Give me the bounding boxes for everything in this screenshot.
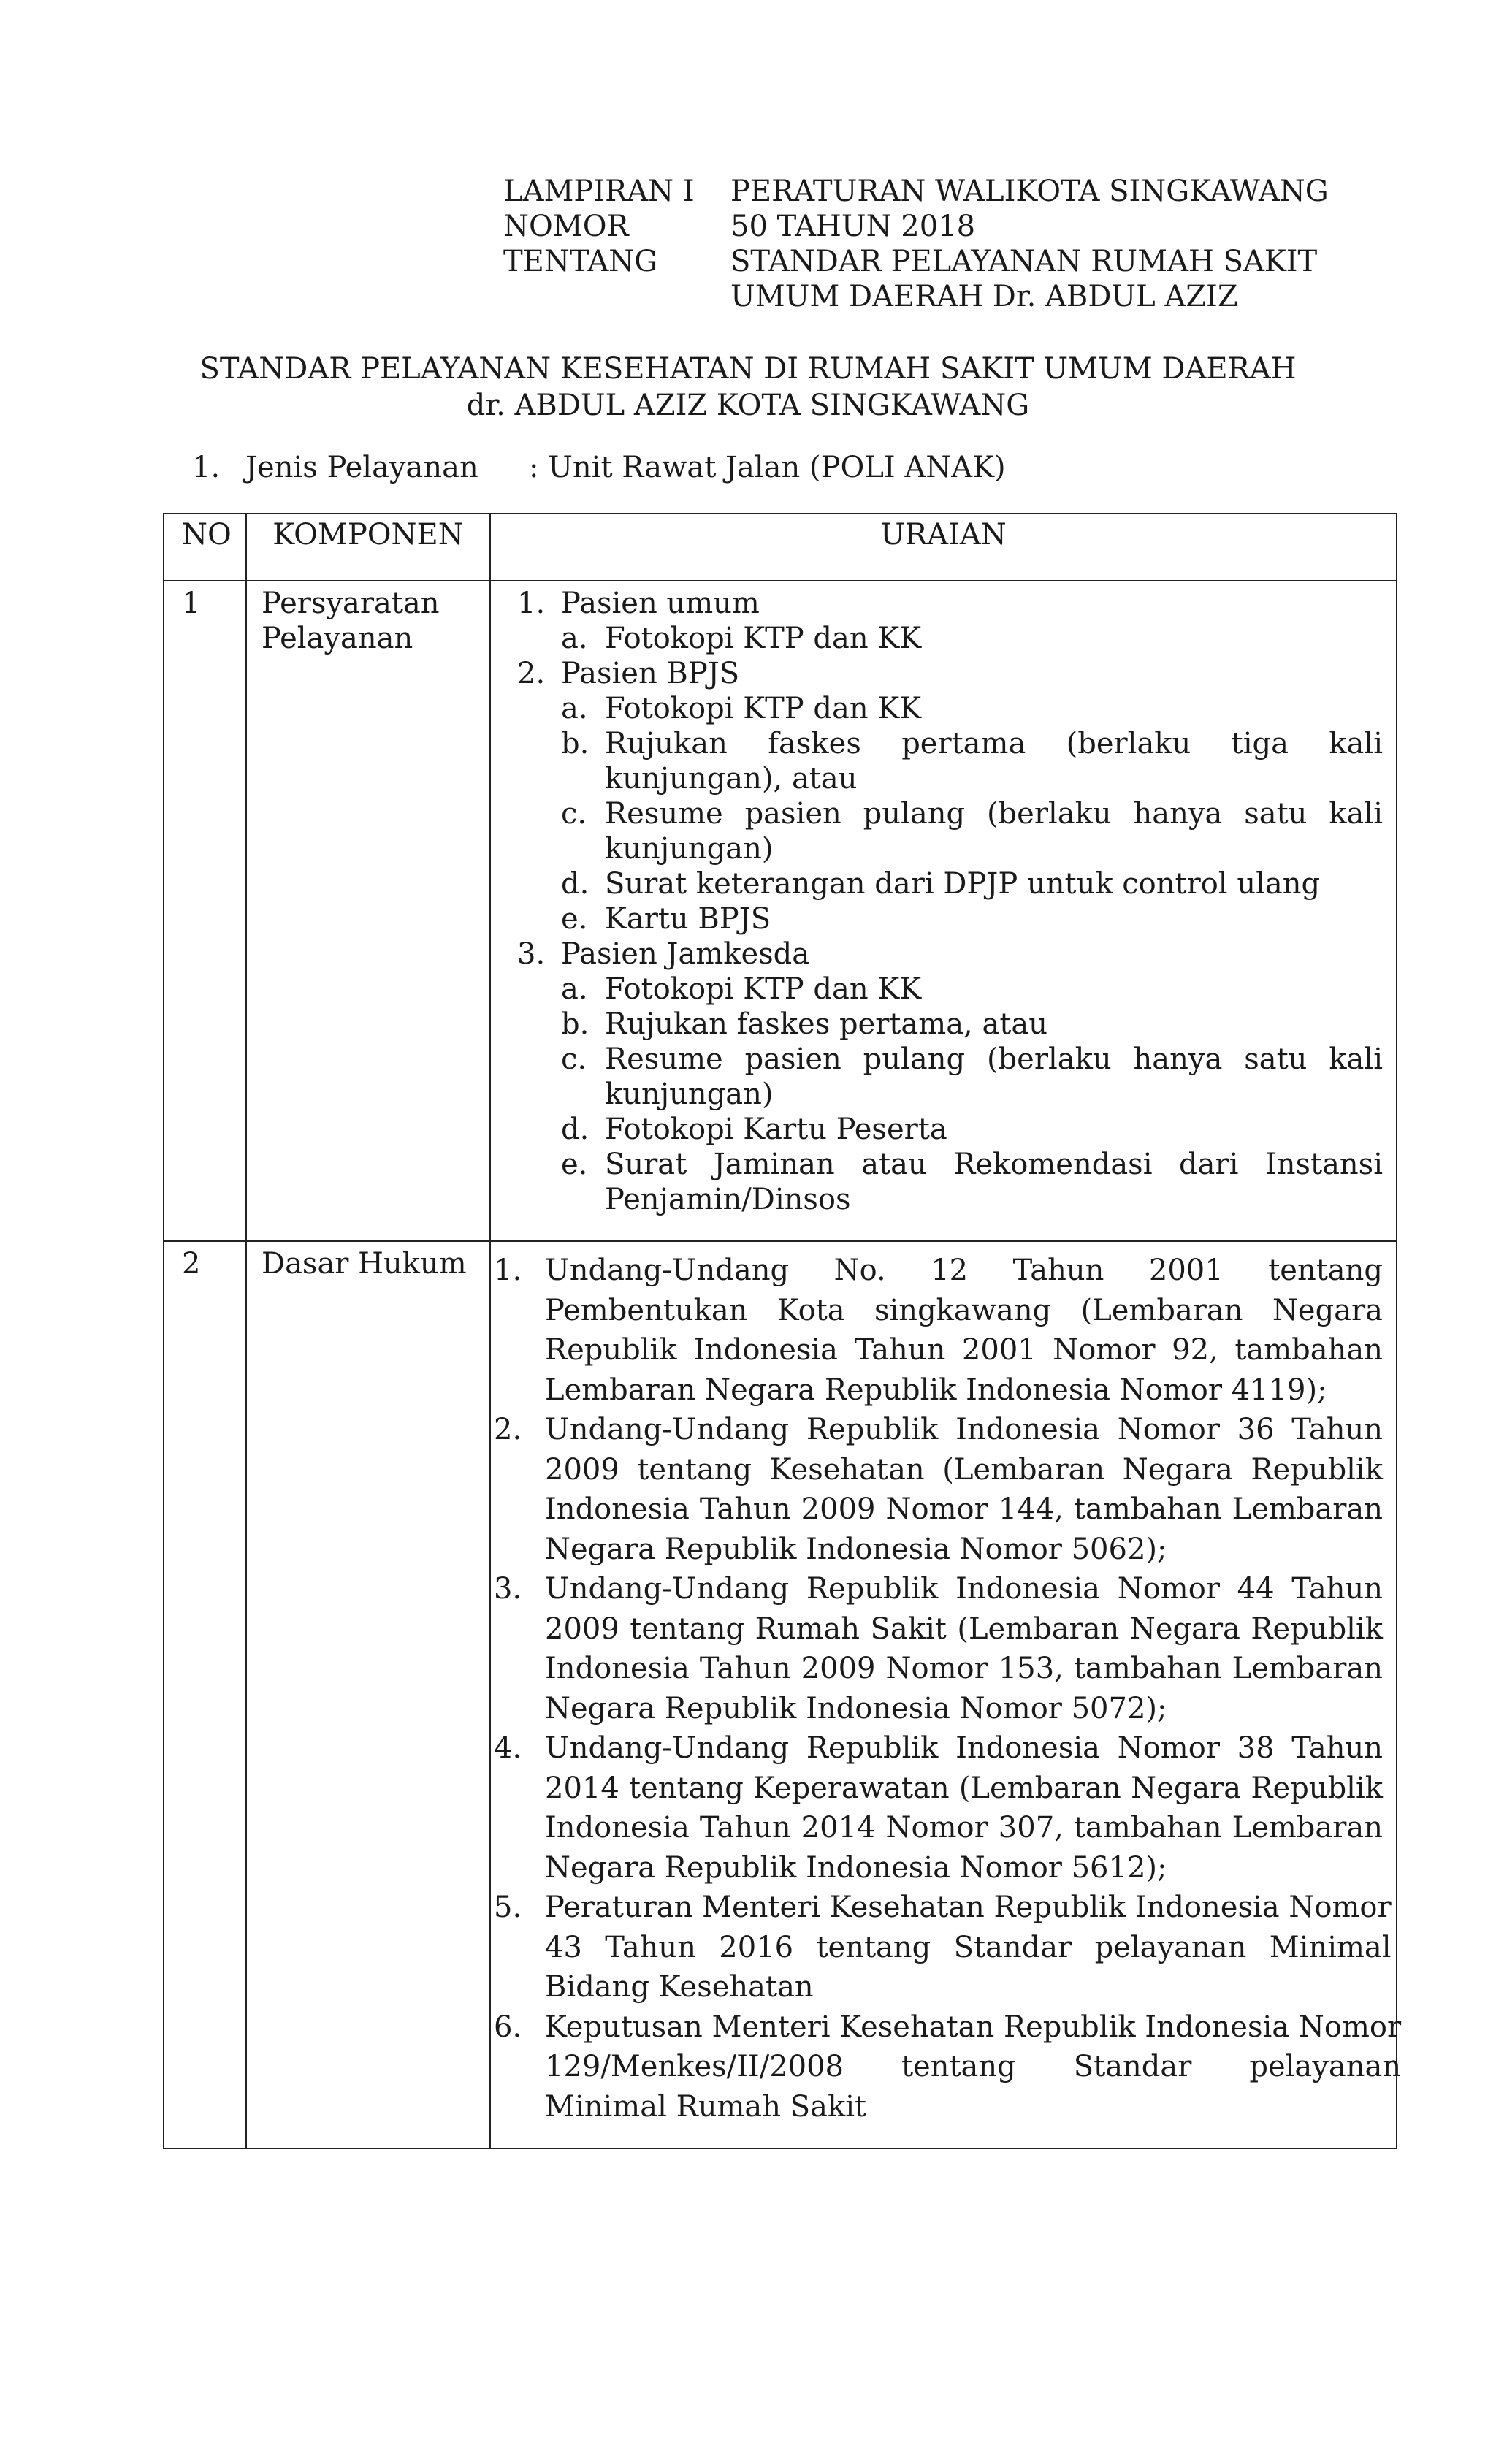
header-label: TENTANG bbox=[503, 245, 658, 278]
list-subitem bbox=[517, 1042, 1383, 1112]
list-subitem bbox=[517, 901, 1383, 937]
subitem-text: Resume pasien pulang (berlaku hanya satu kali kunjungan) bbox=[605, 1042, 1383, 1111]
header-row bbox=[503, 244, 1329, 279]
text-line: Republik Indonesia Tahun 2001 Nomor 92, tambahan bbox=[545, 1333, 1383, 1367]
item-text bbox=[545, 1251, 1383, 1410]
subitem-text: Fotokopi KTP dan KK bbox=[605, 692, 922, 725]
row-component: Dasar Hukum bbox=[246, 1241, 490, 2148]
list-item bbox=[517, 586, 1383, 621]
item-number: 2. bbox=[494, 1413, 522, 1446]
header-label: NOMOR bbox=[503, 210, 629, 243]
header-uraian: URAIAN bbox=[490, 514, 1397, 581]
list-subitem bbox=[517, 691, 1383, 726]
subitem-text: Kartu BPJS bbox=[605, 902, 771, 936]
item-number: 6. bbox=[494, 2010, 522, 2044]
row-component bbox=[246, 581, 490, 1241]
subitem-letter: b. bbox=[561, 727, 589, 760]
header-label: LAMPIRAN I bbox=[503, 175, 695, 208]
row-number: 1 bbox=[164, 581, 246, 1241]
list-subitem bbox=[517, 1112, 1383, 1147]
table-row bbox=[164, 1241, 1397, 2148]
header-komponen: KOMPONEN bbox=[246, 514, 490, 581]
list-item bbox=[494, 1569, 1383, 1728]
subitem-letter: a. bbox=[561, 972, 588, 1006]
text-line: Undang-Undang Republik Indonesia Nomor 36 Tahun bbox=[545, 1413, 1383, 1446]
header-row bbox=[503, 279, 1329, 314]
subitem-text: Fotokopi KTP dan KK bbox=[605, 972, 922, 1006]
list-subitem bbox=[517, 1007, 1383, 1042]
item-text bbox=[545, 2007, 1401, 2127]
text-line: Undang-Undang Republik Indonesia Nomor 44 Tahun bbox=[545, 1572, 1383, 1606]
item-number: 5. bbox=[494, 1891, 522, 1924]
subitem-letter: e. bbox=[561, 902, 588, 936]
header-row bbox=[503, 209, 1329, 244]
text-line: Indonesia Tahun 2009 Nomor 144, tambahan Lembaran bbox=[545, 1492, 1383, 1526]
subitem-text: Rujukan faskes pertama (berlaku tiga kali kunjungan), atau bbox=[605, 727, 1383, 796]
subitem-letter: a. bbox=[561, 692, 588, 725]
table-header-row bbox=[164, 514, 1397, 581]
subitem-letter: d. bbox=[561, 867, 589, 901]
item-text bbox=[545, 1888, 1392, 2007]
item-text: Pasien umum bbox=[561, 587, 760, 620]
table-row bbox=[164, 581, 1397, 1241]
text-line: Negara Republik Indonesia Nomor 5612); bbox=[545, 1850, 1167, 1885]
text-line: Indonesia Tahun 2009 Nomor 153, tambahan Lembaran bbox=[545, 1652, 1383, 1685]
attachment-header bbox=[503, 174, 1329, 314]
item-text bbox=[545, 1410, 1383, 1569]
text-line: Minimal Rumah Sakit bbox=[545, 2089, 867, 2124]
text-line: Pembentukan Kota singkawang (Lembaran Negara bbox=[545, 1293, 1383, 1327]
standards-table bbox=[163, 513, 1402, 2149]
text-line: Peraturan Menteri Kesehatan Republik Indonesia Nomor bbox=[545, 1891, 1392, 1924]
subitem-letter: b. bbox=[561, 1007, 589, 1041]
item-text bbox=[545, 1728, 1383, 1888]
text-line: Negara Republik Indonesia Nomor 5072); bbox=[545, 1691, 1167, 1725]
legal-basis-list bbox=[490, 1241, 1402, 2148]
item-number: 4. bbox=[494, 1731, 522, 1765]
item-number: 1. bbox=[517, 587, 546, 620]
header-value: STANDAR PELAYANAN RUMAH SAKIT bbox=[730, 245, 1318, 278]
service-value: : Unit Rawat Jalan (POLI ANAK) bbox=[529, 451, 1006, 484]
text-line: 2009 tentang Kesehatan (Lembaran Negara Republik bbox=[545, 1452, 1383, 1487]
subitem-text: Fotokopi Kartu Peserta bbox=[605, 1113, 947, 1146]
list-subitem bbox=[517, 972, 1383, 1007]
text-line: 2014 tentang Keperawatan (Lembaran Negara Republik bbox=[545, 1771, 1383, 1805]
list-item bbox=[494, 1728, 1383, 1888]
text-line: 129/Menkes/II/2008 tentang Standar pelayanan bbox=[545, 2050, 1402, 2083]
list-item bbox=[494, 2007, 1402, 2127]
list-subitem bbox=[517, 866, 1383, 901]
header-value: PERATURAN WALIKOTA SINGKAWANG bbox=[730, 175, 1329, 208]
subitem-letter: c. bbox=[561, 1042, 587, 1076]
item-number: 3. bbox=[494, 1572, 522, 1606]
service-label: Jenis Pelayanan bbox=[245, 451, 478, 484]
text-line: Bidang Kesehatan bbox=[545, 1970, 814, 2004]
component-line: Persyaratan bbox=[262, 587, 440, 620]
list-item bbox=[517, 656, 1383, 691]
subitem-text: Surat Jaminan atau Rekomendasi dari Instansi Penjamin/Dinsos bbox=[605, 1148, 1383, 1216]
document-title bbox=[0, 351, 1496, 424]
header-row bbox=[503, 174, 1329, 209]
subitem-letter: e. bbox=[561, 1148, 588, 1181]
component-line: Pelayanan bbox=[262, 622, 413, 655]
subitem-text: Surat keterangan dari DPJP untuk control ulang bbox=[605, 867, 1321, 901]
text-line: 43 Tahun 2016 tentang Standar pelayanan Minimal bbox=[545, 1930, 1392, 1964]
item-number: 3. bbox=[517, 937, 546, 971]
service-number: 1. bbox=[192, 451, 221, 484]
text-line: Negara Republik Indonesia Nomor 5062); bbox=[545, 1532, 1167, 1566]
text-line: Undang-Undang No. 12 Tahun 2001 tentang bbox=[545, 1254, 1383, 1287]
text-line: Lembaran Negara Republik Indonesia Nomor 4119); bbox=[545, 1373, 1327, 1407]
list-subitem bbox=[517, 796, 1383, 866]
item-text bbox=[545, 1569, 1383, 1728]
subitem-text: Fotokopi KTP dan KK bbox=[605, 622, 922, 655]
title-line-2: dr. ABDUL AZIZ KOTA SINGKAWANG bbox=[466, 389, 1030, 422]
list-item bbox=[494, 1410, 1383, 1569]
header-value: UMUM DAERAH Dr. ABDUL AZIZ bbox=[730, 280, 1238, 313]
list-item bbox=[494, 1251, 1383, 1410]
subitem-text: Rujukan faskes pertama, atau bbox=[605, 1007, 1047, 1041]
list-item bbox=[517, 937, 1383, 972]
item-number: 1. bbox=[494, 1254, 522, 1287]
item-number: 2. bbox=[517, 657, 546, 690]
header-value: 50 TAHUN 2018 bbox=[730, 210, 976, 243]
text-line: 2009 tentang Rumah Sakit (Lembaran Negara Republik bbox=[545, 1611, 1383, 1646]
text-line: Indonesia Tahun 2014 Nomor 307, tambahan Lembaran bbox=[545, 1811, 1383, 1845]
requirements-list bbox=[490, 581, 1397, 1241]
title-line-1: STANDAR PELAYANAN KESEHATAN DI RUMAH SAKIT UMUM DAERAH bbox=[199, 352, 1297, 386]
text-line: Keputusan Menteri Kesehatan Republik Indonesia Nomor bbox=[545, 2010, 1402, 2044]
subitem-letter: d. bbox=[561, 1113, 589, 1146]
subitem-letter: a. bbox=[561, 622, 588, 655]
header-label bbox=[503, 279, 730, 314]
header-no: NO bbox=[164, 514, 246, 581]
text-line: Undang-Undang Republik Indonesia Nomor 38 Tahun bbox=[545, 1731, 1383, 1765]
subitem-letter: c. bbox=[561, 797, 587, 831]
row-number: 2 bbox=[164, 1241, 246, 2148]
list-subitem bbox=[517, 1147, 1383, 1217]
subitem-text: Resume pasien pulang (berlaku hanya satu kali kunjungan) bbox=[605, 797, 1383, 866]
list-item bbox=[494, 1888, 1392, 2007]
item-text: Pasien Jamkesda bbox=[561, 937, 810, 971]
list-subitem bbox=[517, 726, 1383, 796]
list-subitem bbox=[517, 621, 1383, 656]
item-text: Pasien BPJS bbox=[561, 657, 740, 690]
